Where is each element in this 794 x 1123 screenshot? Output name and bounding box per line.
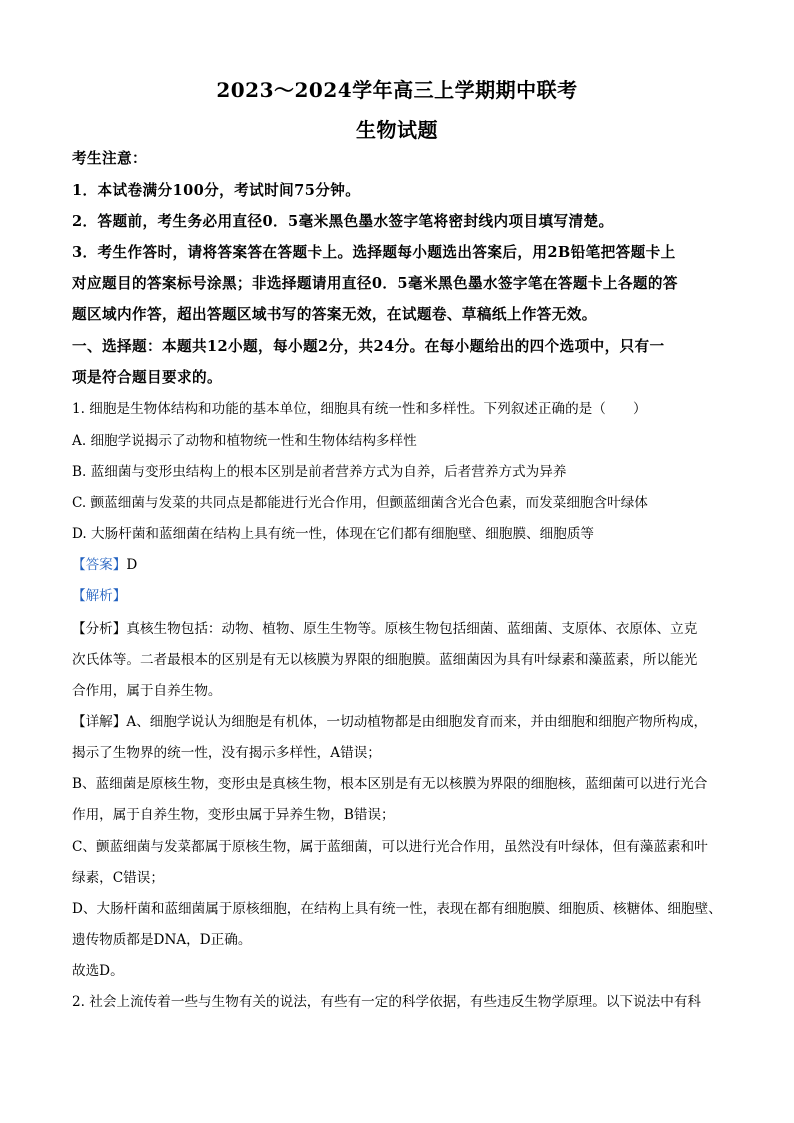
fenxi-tag: 【分析】	[72, 621, 127, 637]
option-d: D. 大肠杆菌和蓝细菌在结构上具有统一性，体现在它们都有细胞壁、细胞膜、细胞质等	[72, 526, 595, 542]
answer-line	[72, 556, 722, 574]
notice-heading: 考生注意：	[72, 150, 147, 167]
fenxi-line	[72, 620, 722, 638]
page-subtitle: 生物试题	[356, 118, 438, 142]
conclusion-line: 故选D。	[72, 963, 124, 979]
section-heading: 一、选择题：本题共12小题，每小题2分，共24分。在每小题给出的四个选项中，只有一	[72, 338, 665, 355]
xiangjie-line: 绿素，C错误；	[72, 870, 164, 886]
question-stem: 2. 社会上流传着一些与生物有关的说法，有些有一定的科学依据，有些违反生物学原理。以下说法中有科	[72, 994, 702, 1010]
page-title: 2023～2024学年高三上学期期中联考	[216, 78, 578, 102]
notice-line: 1．本试卷满分100分，考试时间75分钟。	[72, 182, 361, 199]
xiangjie-line	[72, 713, 722, 731]
notice-line: 2．答题前，考生务必用直径0．5毫米黑色墨水签字笔将密封线内项目填写清楚。	[72, 213, 614, 230]
question-stem: 1. 细胞是生物体结构和功能的基本单位，细胞具有统一性和多样性。下列叙述正确的是（ ）	[72, 401, 647, 417]
fenxi-line: 次氏体等。二者最根本的区别是有无以核膜为界限的细胞膜。蓝细菌因为具有叶绿素和藻蓝素，所以能光	[72, 652, 698, 668]
option-b: B. 蓝细菌与变形虫结构上的根本区别是前者营养方式为自养，后者营养方式为异养	[72, 464, 567, 480]
xiangjie-line: 作用，属于自养生物，变形虫属于异养生物，B错误；	[72, 807, 395, 823]
fenxi-text: 真核生物包括：动物、植物、原生生物等。原核生物包括细菌、蓝细菌、支原体、衣原体、立克	[126, 621, 698, 637]
notice-line: 题区域内作答，超出答题区域书写的答案无效，在试题卷、草稿纸上作答无效。	[72, 306, 597, 323]
notice-line: 3．考生作答时，请将答案答在答题卡上。选择题每小题选出答案后，用2B铅笔把答题卡上	[72, 244, 676, 261]
xiangjie-line: B、蓝细菌是原核生物，变形虫是真核生物，根本区别是有无以核膜为界限的细胞核，蓝细菌可以进行光合	[72, 776, 708, 792]
analysis-line	[72, 587, 722, 605]
section-heading: 项是符合题目要求的。	[72, 369, 222, 386]
xiangjie-line: 遗传物质都是DNA，D正确。	[72, 932, 252, 948]
xiangjie-line: 揭示了生物界的统一性，没有揭示多样性，A错误；	[72, 745, 381, 761]
answer-value: D	[126, 557, 138, 573]
option-c: C. 颤蓝细菌与发菜的共同点是都能进行光合作用，但颤蓝细菌含光合色素，而发菜细胞含叶绿体	[72, 495, 648, 511]
xiangjie-line: C、颤蓝细菌与发菜都属于原核生物，属于蓝细菌，可以进行光合作用，虽然没有叶绿体，但有藻蓝素和叶	[72, 839, 708, 855]
answer-tag: 【答案】	[72, 557, 127, 573]
xiangjie-tag: 【详解】	[72, 714, 127, 730]
xiangjie-line: D、大肠杆菌和蓝细菌属于原核细胞，在结构上具有统一性，表现在都有细胞膜、细胞质、核糖体、细胞壁、	[72, 901, 722, 917]
notice-line: 对应题目的答案标号涂黑；非选择题请用直径0．5毫米黑色墨水签字笔在答题卡上各题的答	[72, 275, 678, 292]
analysis-tag: 【解析】	[72, 588, 127, 604]
xiangjie-text: A、细胞学说认为细胞是有机体，一切动植物都是由细胞发育而来，并由细胞和细胞产物所构成，	[126, 714, 708, 730]
option-a: A. 细胞学说揭示了动物和植物统一性和生物体结构多样性	[72, 433, 417, 449]
fenxi-line: 合作用，属于自养生物。	[72, 683, 222, 699]
